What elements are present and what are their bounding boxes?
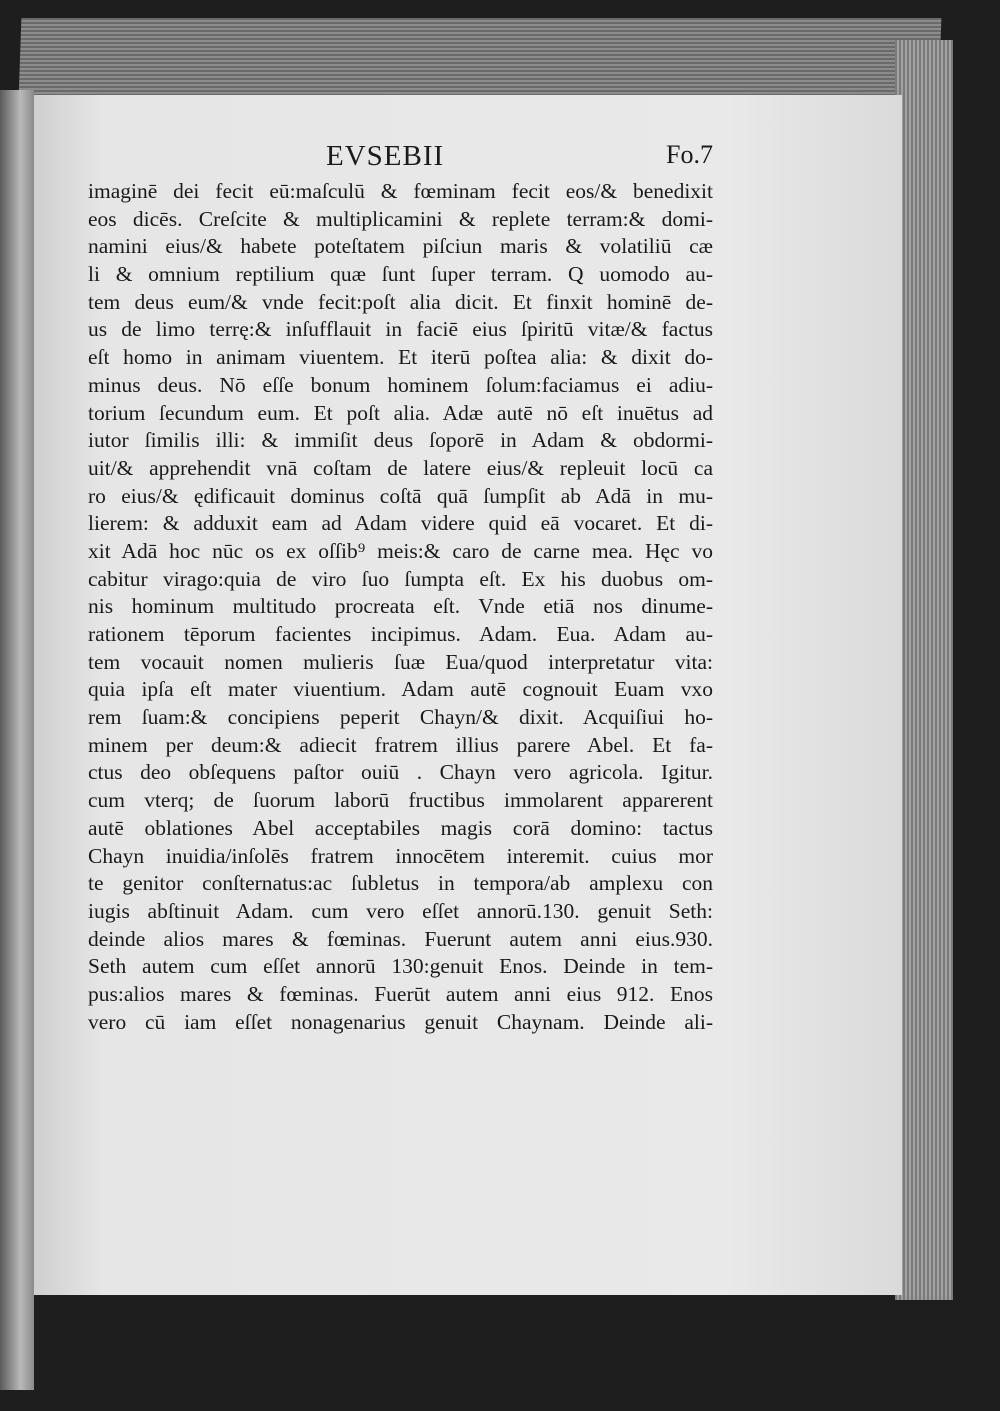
text-line: ctus deo obſequens paſtor ouiū . Chayn vero agricola. Igitur.: [88, 760, 713, 785]
text-line: tem deus eum/& vnde fecit:poſt alia dicit. Et finxit hominē de-: [88, 289, 713, 314]
text-line: Chayn inuidia/inſolēs fratrem innocētem interemit. cuius mor: [88, 843, 713, 868]
book-page-edges: [895, 40, 953, 1300]
text-line: lierem: & adduxit eam ad Adam videre quid eā vocaret. Et di-: [88, 511, 713, 536]
text-line: rationem tēporum facientes incipimus. Adam. Eua. Adam au-: [88, 622, 713, 646]
book-top-edge: [19, 18, 942, 98]
text-line: minus deus. Nō eſſe bonum hominem ſolum:faciamus ei adiu-: [88, 372, 713, 397]
facing-page-edge: [0, 90, 34, 1390]
text-line: rem ſuam:& concipiens peperit Chayn/& dixit. Acquiſiui ho-: [88, 705, 713, 730]
body-text: [88, 178, 713, 1036]
text-line: us de limo terrę:& inſufflauit in faciē eius ſpiritū vitæ/& factus: [88, 317, 713, 342]
text-line: pus:alios mares & fœminas. Fuerūt autem anni eius 912. Enos: [88, 981, 713, 1006]
text-line: namini eius/& habete poteſtatem piſciun maris & volatiliū cæ: [88, 234, 713, 259]
text-line: li & omnium reptilium quæ ſunt ſuper terram. Q uomodo au-: [88, 262, 713, 287]
text-line: imaginē dei fecit eū:maſculū & fœminam fecit eos/& benedixit: [88, 179, 713, 203]
text-line: Seth autem cum eſſet annorū 130:genuit Enos. Deinde in tem-: [88, 954, 713, 979]
text-line: te genitor conſternatus:ac ſubletus in tempora/ab amplexu con: [88, 871, 713, 896]
folio-number: Fo.7: [666, 140, 713, 169]
page-header: [88, 140, 713, 174]
text-line: autē oblationes Abel acceptabiles magis corā domino: tactus: [88, 815, 713, 840]
text-line: eos dicēs. Creſcite & multiplicamini & replete terram:& domi-: [88, 206, 713, 231]
text-line: minem per deum:& adiecit fratrem illius parere Abel. Et fa-: [88, 732, 713, 757]
text-line: vero cū iam eſſet nonagenarius genuit Chaynam. Deinde ali-: [88, 1009, 713, 1034]
text-line: uit/& apprehendit vnā coſtam de latere eius/& repleuit locū ca: [88, 455, 713, 480]
text-line: tem vocauit nomen mulieris ſuæ Eua/quod interpretatur vita:: [88, 649, 713, 674]
text-line: deinde alios mares & fœminas. Fuerunt autem anni eius.930.: [88, 926, 713, 951]
text-line: iugis abſtinuit Adam. cum vero eſſet annorū.130. genuit Seth:: [88, 898, 713, 923]
text-line: eſt homo in animam viuentem. Et iterū poſtea alia: & dixit do-: [88, 345, 713, 370]
text-line: quia ipſa eſt mater viuentium. Adam autē cognouit Euam vxo: [88, 677, 713, 702]
running-title: EVSEBII: [326, 140, 445, 172]
text-line: nis hominum multitudo procreata eſt. Vnde etiā nos dinume-: [88, 594, 713, 619]
text-line: iutor ſimilis illi: & immiſit deus ſoporē in Adam & obdormi-: [88, 428, 713, 453]
text-line: ro eius/& ędificauit dominus coſtā quā ſumpſit ab Adā in mu-: [88, 483, 713, 508]
text-line: xit Adā hoc nūc os ex oſſib⁹ meis:& caro de carne mea. Hęc vo: [88, 538, 713, 563]
text-line: torium ſecundum eum. Et poſt alia. Adæ autē nō eſt inuētus ad: [88, 400, 713, 425]
text-line: cum vterq; de ſuorum laborū fructibus immolarent apparerent: [88, 788, 713, 813]
text-line: cabitur virago:quia de viro ſuo ſumpta eſt. Ex his duobus om-: [88, 566, 713, 591]
